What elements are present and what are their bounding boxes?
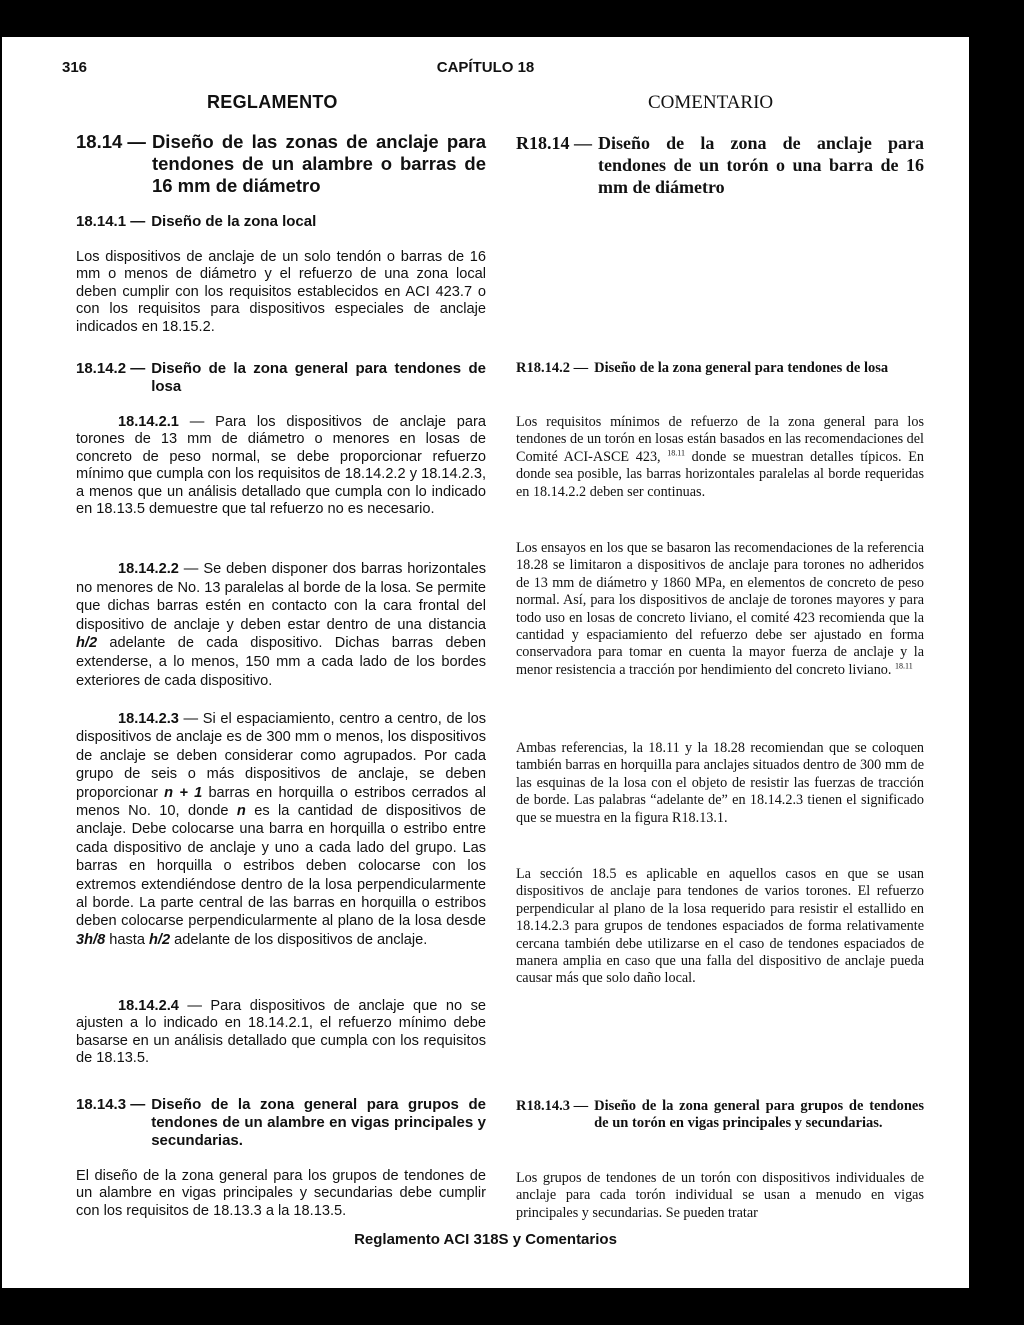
clause-body: barras en horquilla o estribos cerrados al menos No. 10, donde (76, 784, 486, 820)
math-h-over-2: h/2 (76, 635, 98, 652)
section-18-14-2-4 (76, 998, 486, 1068)
section-18-14-3-body: El diseño de la zona general para los grupos de tendones de un alambre en vigas principales y secundarias debe cumplir con los requisitos de 18.13.3 a la 18.13.5. (76, 1168, 486, 1219)
section-r18-14-3-heading (516, 1098, 924, 1133)
section-18-14-1-body: Los dispositivos de anclaje de un solo tendón o barras de 16 mm o menos de diámetro y el refuerzo de una zona local deben cumplir con los requisitos establecidos en ACI 423.7 o con los requisitos para dispositivos especiales de anclaje indicados en 18.15.2. (76, 249, 486, 335)
section-number: 18.14.3 — (76, 1096, 146, 1113)
clause-body: es la cantidad de dispositivos de anclaje. Debe colocarse una barra en horquilla o estribo entre cada dispositivo de anclaje y uno a cada lado del grupo. Las barras en horquilla o estribos deben colocarse con los extremos extendiéndose dentro de la losa perpendicularmente al borde. La parte central de las barras en horquilla o estribos deben colocarse perpendicularmente al plano de la losa desde (76, 803, 486, 930)
section-title: Diseño de la zona general para tendones de losa (594, 360, 889, 376)
page-footer: Reglamento ACI 318S y Comentarios (354, 1231, 617, 1248)
document-page (2, 37, 969, 1288)
math-n: n (236, 803, 246, 820)
clause-body: hasta (105, 931, 150, 948)
section-r18-14-2-heading (516, 360, 924, 377)
section-18-14-heading (76, 131, 486, 197)
clause-number: 18.14.2.3 (118, 711, 179, 727)
section-number: R18.14.3 — (516, 1098, 589, 1114)
section-18-14-2-3 (76, 710, 486, 949)
commentary-paragraph-4: La sección 18.5 es aplicable en aquellos casos en que se usan dispositivos de anclaje para tendones de varios torones. El refuerzo perpendicular al plano de la losa requerido para resistir el estallido en 18.14.2.3 para grupos de tendones espaciados de forma relativamente cercana también debe utilizarse en el caso de tendones espaciados de manera amplia en caso que una falla del dispositivo de anclaje pueda causar más que solo daño local. (516, 866, 924, 987)
clause-body: adelante de cada dispositivo. Dichas barras deben extenderse, a lo menos, 150 mm a cada lado de los bordes exteriores de cada dispositivo. (76, 635, 486, 689)
clause-body: — Para los dispositivos de anclaje para torones de 13 mm de diámetro o menores en losas de concreto de peso normal, se debe proporcionar refuerzo mínimo que cumpla con los requisitos de 18.14.2.2 y 18.14.2.3, a menos que un análisis detallado que cumpla con lo indicado en 18.13.5 demuestre que tal refuerzo no es necesario. (76, 414, 486, 518)
section-number: 18.14 — (76, 131, 146, 152)
section-number: 18.14.1 — (76, 213, 146, 230)
section-18-14-2-2 (76, 560, 486, 690)
paragraph-text: Los ensayos en los que se basaron las recomendaciones de la referencia 18.28 se limitaron a dispositivos de anclaje para torones no adheridos de 13 mm de diámetro y 1860 MPa, en elementos de concreto de peso normal. Así, para los dispositivos de anclaje de torones mayores y para todo uso en losas de concreto liviano, el comité 423 recomienda que la cantidad y espaciamiento del refuerzo debe ser ajustado en forma conservadora para tomar en cuenta la mayor fuerza de anclaje y la menor resistencia a tracción por hendimiento del concreto liviano. (516, 540, 924, 678)
clause-body: — Para dispositivos de anclaje que no se ajusten a lo indicado en 18.14.2.1, el refuerzo mínimo debe basarse en un análisis detallado que cumpla con los requisitos de 18.13.5. (76, 998, 486, 1067)
section-18-14-2-heading (76, 360, 486, 396)
reglamento-column-title: REGLAMENTO (207, 92, 338, 112)
chapter-title: CAPÍTULO 18 (436, 59, 535, 76)
section-r18-14-3-body: Los grupos de tendones de un torón con dispositivos individuales de anclaje para cada torón individual se usan a menudo en vigas principales y secundarias. Se pueden tratar (516, 1170, 924, 1221)
math-n-plus-1: n + 1 (164, 784, 203, 801)
commentary-paragraph-1 (516, 414, 924, 501)
section-number: R18.14.2 — (516, 360, 589, 376)
section-title: Diseño de la zona general para grupos de tendones de un torón en vigas principales y secundarias. (594, 1098, 924, 1132)
commentary-paragraph-3: Ambas referencias, la 18.11 y la 18.28 recomiendan que se coloquen también barras en horquilla para anclajes situados dentro de 300 mm de las esquinas de la losa con el objeto de resistir las fuerzas de tracción de borde. Las palabras “adelante de” en 18.14.2.3 tienen el significado que se muestra en la figura R18.13.1. (516, 740, 924, 826)
commentary-paragraph-2 (516, 540, 924, 679)
reference-superscript: 18.11 (894, 661, 913, 671)
page-number: 316 (62, 59, 88, 76)
clause-number: 18.14.2.1 (118, 414, 179, 430)
section-18-14-3-heading (76, 1096, 486, 1150)
section-18-14-2-1 (76, 414, 486, 518)
section-r18-14-heading (516, 132, 924, 198)
clause-body: adelante de los dispositivos de anclaje. (170, 931, 428, 948)
clause-number: 18.14.2.4 (118, 998, 179, 1014)
clause-number: 18.14.2.2 (118, 561, 179, 577)
paragraph-text: donde se muestran detalles típicos. En donde sea posible, las barras horizontales paralelas al borde requeridas en 18.14.2.2 deben ser continuas. (516, 448, 925, 500)
section-title: Diseño de la zona general para grupos de tendones de un alambre en vigas principales y secundarias. (151, 1096, 486, 1149)
clause-body: — Se deben disponer dos barras horizontales no menores de No. 13 paralelas al borde de la losa. Se permite que dichas barras estén en contacto con la cara frontal del dispositivo de anclaje y deben estar dentro de una distancia (76, 561, 486, 633)
comentario-column-title: COMENTARIO (648, 92, 774, 113)
math-h-over-2: h/2 (149, 931, 171, 948)
clause-body: — Si el espaciamiento, centro a centro, de los dispositivos de anclaje es de 300 mm o menos, los dispositivos de anclaje se deben considerar como agrupados. Por cada grupo de seis o más dispositivos de anclaje, se deben proporcionar (76, 711, 486, 801)
section-18-14-1-heading (76, 213, 486, 231)
section-title: Diseño de la zona general para tendones de losa (151, 360, 486, 395)
paragraph-text: Los requisitos mínimos de refuerzo de la zona general para los tendones de un torón en losas están basados en las recomendaciones del Comité ACI-ASCE 423, (516, 414, 924, 465)
reference-superscript: 18.11 (667, 448, 685, 458)
section-title: Diseño de las zonas de anclaje para tendones de un alambre o barras de 16 mm de diámetro (151, 131, 486, 196)
section-number: 18.14.2 — (76, 360, 146, 377)
math-3h-over-8: 3h/8 (76, 931, 106, 948)
section-title: Diseño de la zona de anclaje para tendones de un torón o una barra de 16 mm de diámetro (598, 133, 924, 197)
section-title: Diseño de la zona local (151, 213, 317, 230)
section-number: R18.14 — (516, 133, 592, 153)
